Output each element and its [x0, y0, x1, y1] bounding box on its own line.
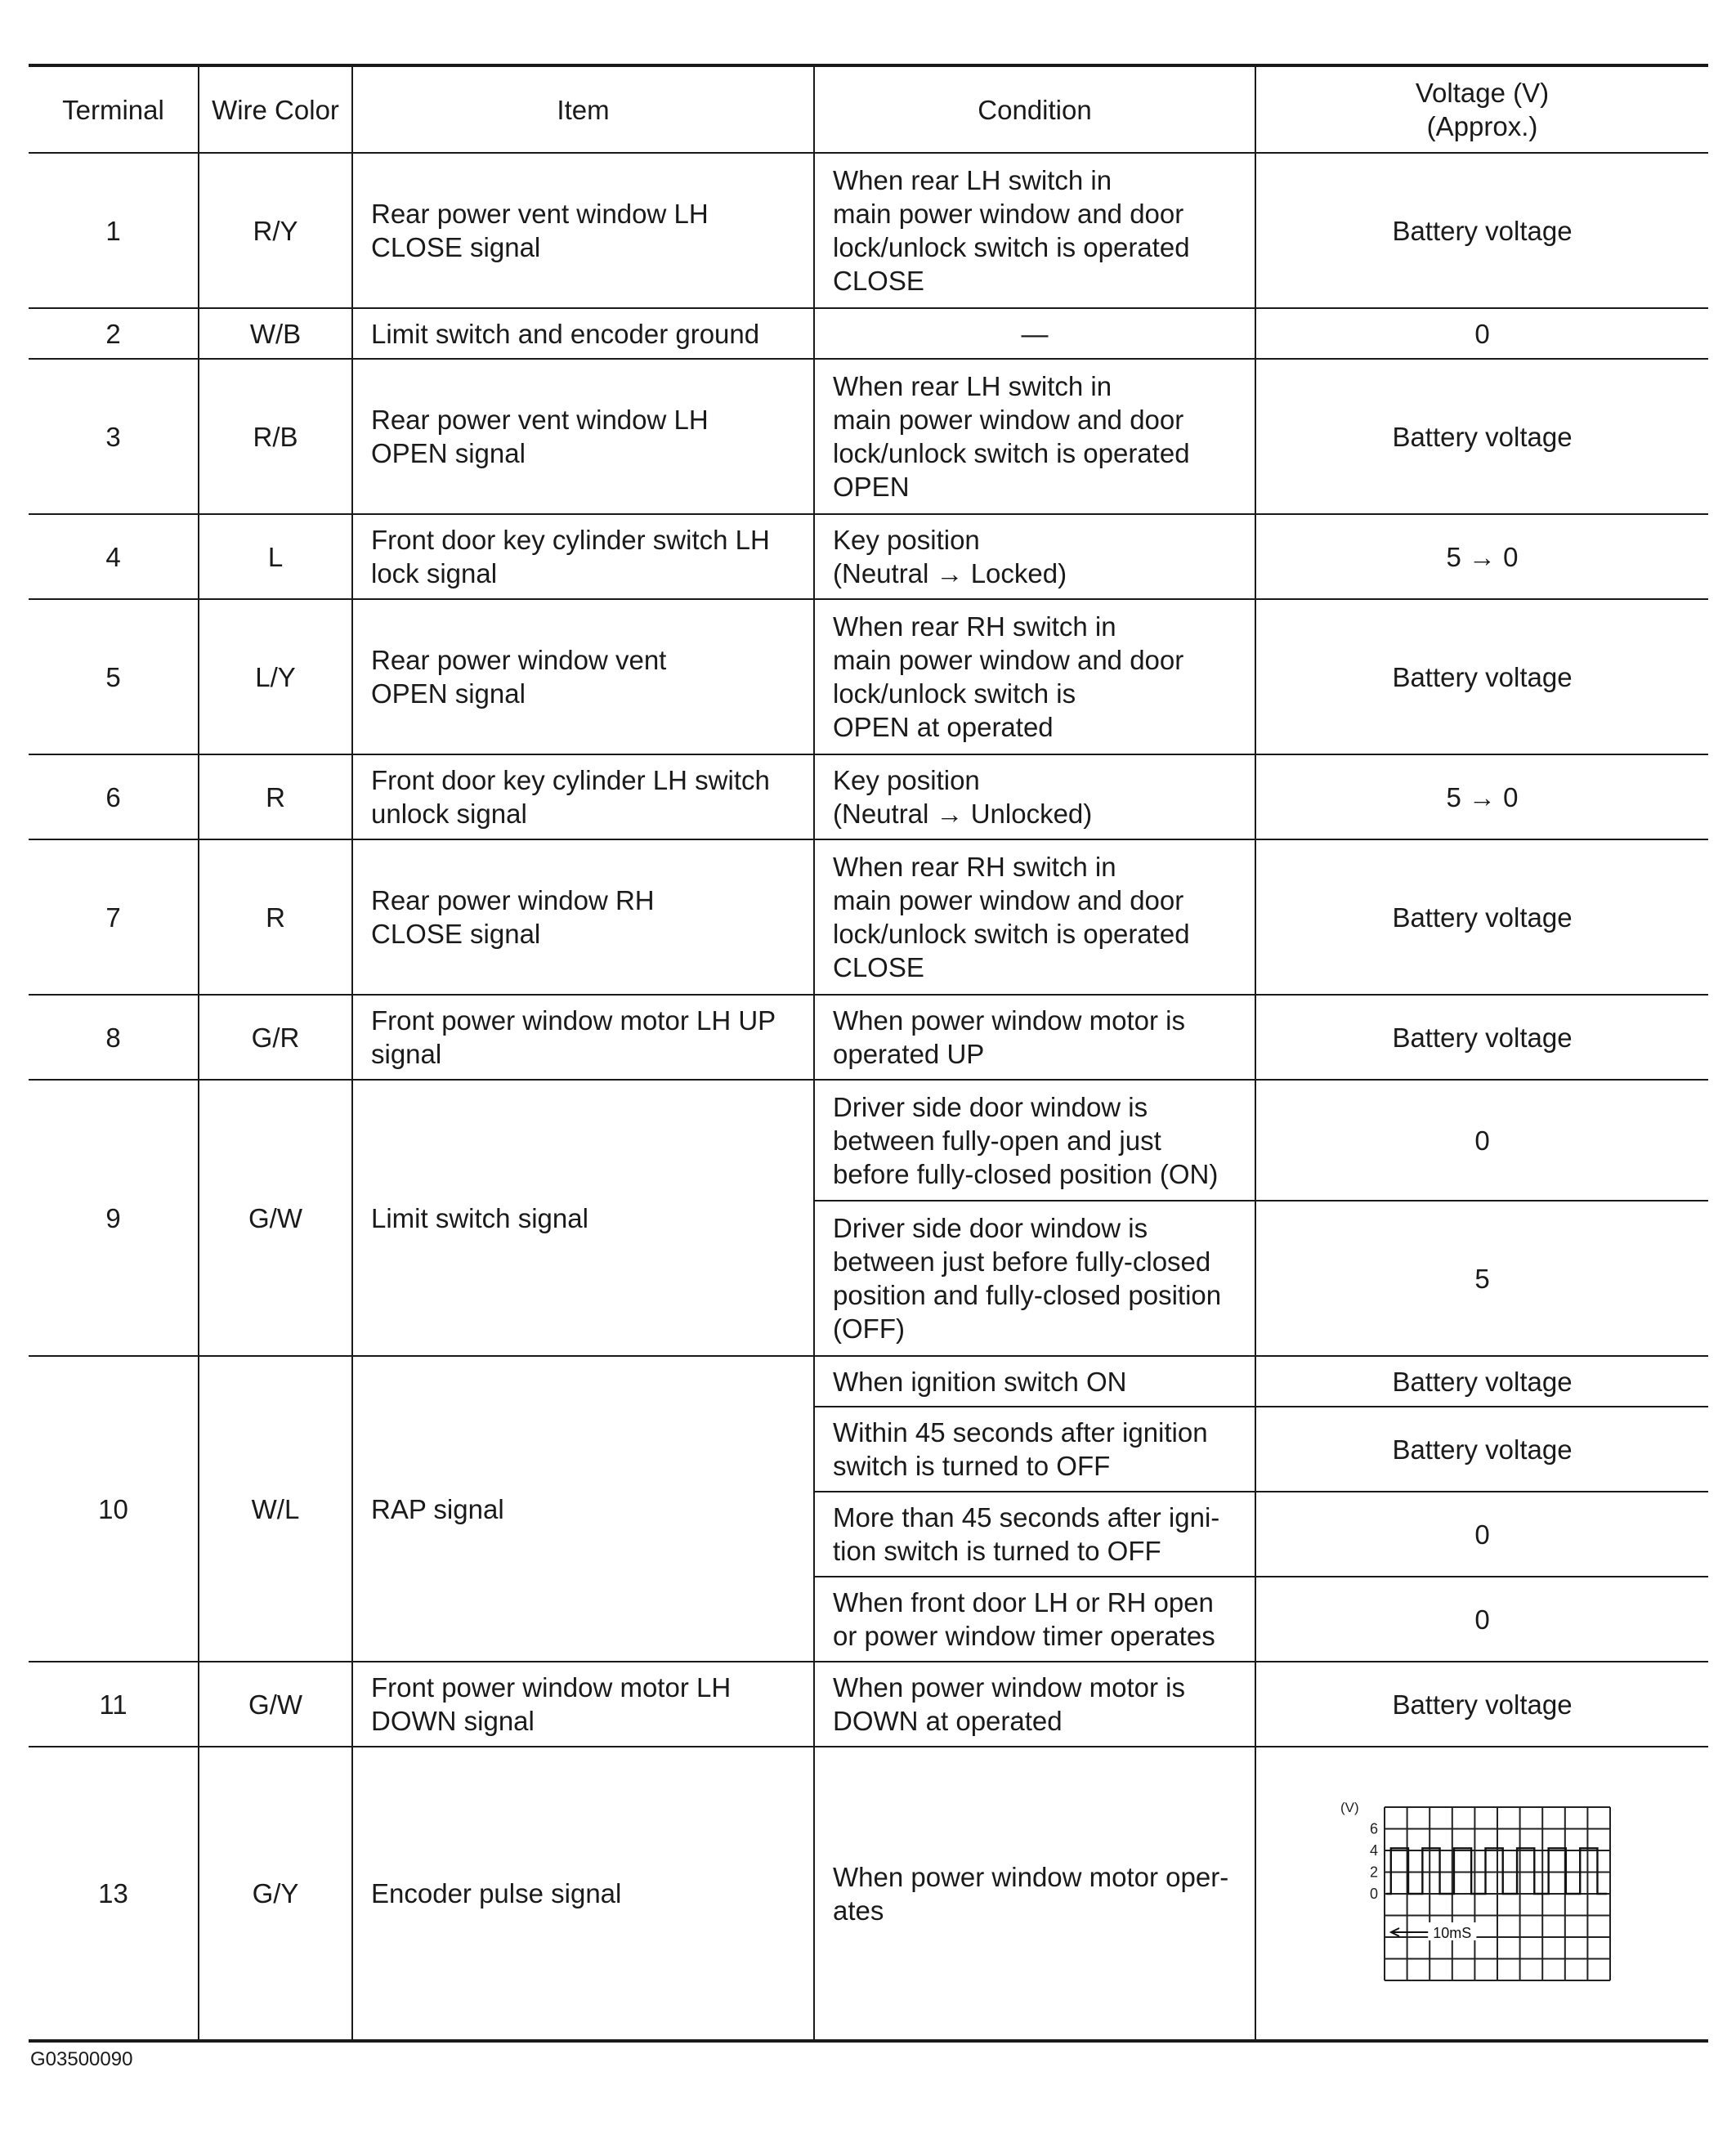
voltage-cell: Battery voltage: [1255, 995, 1708, 1080]
item-cell: [352, 514, 814, 599]
voltage-cell: 5: [1255, 1201, 1708, 1356]
condition-text-line: lock/unlock switch is operated: [833, 438, 1190, 468]
condition-text-line: before fully-closed position (ON): [833, 1158, 1219, 1189]
voltage-cell: Battery voltage: [1255, 359, 1708, 514]
wire-color-cell: W/L: [199, 1356, 352, 1662]
item-text-line: OPEN signal: [371, 678, 526, 709]
item-cell: [352, 153, 814, 308]
item-text-line: lock signal: [371, 558, 498, 588]
condition-text-line: When rear RH switch in: [833, 611, 1116, 642]
condition-cell: [814, 153, 1255, 308]
condition-text-line: lock/unlock switch is operated: [833, 919, 1190, 949]
voltage-cell: Battery voltage: [1255, 1662, 1708, 1747]
wire-color-cell: G/W: [199, 1080, 352, 1356]
wire-color-cell: G/R: [199, 995, 352, 1080]
terminal-cell: 9: [29, 1080, 199, 1356]
condition-cell: [814, 754, 1255, 839]
voltage-cell: 0: [1255, 1577, 1708, 1662]
item-cell: [352, 359, 814, 514]
condition-text-line: (Neutral → Unlocked): [833, 799, 1093, 829]
table-row: [29, 995, 1708, 1080]
terminal-cell: 2: [29, 308, 199, 359]
condition-text-line: main power window and door: [833, 199, 1184, 229]
item-text-line: Encoder pulse signal: [371, 1878, 622, 1908]
table-row: [29, 308, 1708, 359]
terminal-cell: 6: [29, 754, 199, 839]
terminal-cell: 5: [29, 599, 199, 754]
item-text-line: signal: [371, 1039, 442, 1069]
voltage-cell: 5 → 0: [1255, 754, 1708, 839]
voltage-cell: [1255, 1747, 1708, 2041]
waveform-y-tick-label: 0: [1369, 1885, 1378, 1902]
table-row: [29, 1356, 1708, 1407]
table-header: [29, 65, 1708, 153]
item-text-line: Front power window motor LH UP: [371, 1005, 776, 1036]
condition-cell: [814, 1492, 1255, 1577]
item-cell: [352, 308, 814, 359]
terminal-cell: 4: [29, 514, 199, 599]
voltage-cell: Battery voltage: [1255, 1356, 1708, 1407]
item-text-line: Front power window motor LH: [371, 1672, 732, 1703]
wire-color-cell: G/Y: [199, 1747, 352, 2041]
condition-text-line: between fully-open and just: [833, 1125, 1161, 1156]
time-scale-label: 10mS: [1432, 1924, 1471, 1941]
table-row: [29, 1662, 1708, 1747]
header-item: Item: [352, 65, 814, 153]
condition-cell: [814, 1747, 1255, 2041]
header-voltage-line1: Voltage (V): [1415, 78, 1550, 108]
table-row: [29, 839, 1708, 995]
item-text-line: CLOSE signal: [371, 919, 541, 949]
item-text-line: DOWN signal: [371, 1706, 535, 1736]
item-text-line: OPEN signal: [371, 438, 526, 468]
condition-text-line: position and fully-closed position: [833, 1280, 1222, 1310]
condition-text-line: lock/unlock switch is operated: [833, 232, 1190, 262]
header-voltage: [1255, 65, 1708, 153]
table-row: [29, 359, 1708, 514]
encoder-waveform-chart: [1336, 1788, 1630, 2000]
terminal-cell: 13: [29, 1747, 199, 2041]
table-row: [29, 754, 1708, 839]
condition-text-line: tion switch is turned to OFF: [833, 1536, 1161, 1566]
voltage-cell: 0: [1255, 1492, 1708, 1577]
item-text-line: unlock signal: [371, 799, 527, 829]
item-text-line: Limit switch signal: [371, 1202, 588, 1233]
condition-text-line: Key position: [833, 765, 980, 795]
condition-text-line: between just before fully-closed: [833, 1246, 1211, 1277]
item-text-line: Rear power vent window LH: [371, 199, 709, 229]
wire-color-cell: W/B: [199, 308, 352, 359]
condition-text-line: When power window motor is: [833, 1005, 1185, 1036]
item-text-line: Rear power vent window LH: [371, 405, 709, 435]
table-row: [29, 1747, 1708, 2041]
condition-text-line: lock/unlock switch is: [833, 678, 1076, 709]
voltage-cell: 5 → 0: [1255, 514, 1708, 599]
condition-cell: [814, 1577, 1255, 1662]
table-row: [29, 153, 1708, 308]
voltage-cell: 0: [1255, 308, 1708, 359]
header-condition: Condition: [814, 65, 1255, 153]
condition-text-line: When rear LH switch in: [833, 165, 1112, 195]
condition-text-line: When rear LH switch in: [833, 371, 1112, 401]
condition-cell: [814, 1080, 1255, 1201]
condition-cell: [814, 839, 1255, 995]
wire-color-cell: R: [199, 754, 352, 839]
header-wire-color: Wire Color: [199, 65, 352, 153]
terminal-cell: 8: [29, 995, 199, 1080]
condition-text-line: Driver side door window is: [833, 1213, 1148, 1243]
item-cell: [352, 1356, 814, 1662]
wire-color-cell: R: [199, 839, 352, 995]
item-cell: [352, 995, 814, 1080]
waveform-y-tick-label: 6: [1369, 1820, 1378, 1837]
item-text-line: Rear power window RH: [371, 885, 655, 915]
item-text-line: Front door key cylinder switch LH: [371, 525, 770, 555]
waveform-unit-label: (V): [1340, 1799, 1359, 1815]
condition-text-line: switch is turned to OFF: [833, 1451, 1111, 1481]
condition-text-line: main power window and door: [833, 645, 1184, 675]
condition-cell: [814, 1356, 1255, 1407]
item-cell: [352, 754, 814, 839]
condition-text-line: —: [1021, 318, 1049, 349]
terminal-cell: 3: [29, 359, 199, 514]
condition-cell: [814, 308, 1255, 359]
voltage-cell: Battery voltage: [1255, 599, 1708, 754]
condition-text-line: Driver side door window is: [833, 1091, 1148, 1122]
wire-color-cell: L/Y: [199, 599, 352, 754]
figure-code: G03500090: [30, 2048, 133, 2070]
wire-color-cell: R/B: [199, 359, 352, 514]
condition-cell: [814, 995, 1255, 1080]
waveform-y-tick-label: 4: [1369, 1841, 1378, 1859]
terminal-cell: 11: [29, 1662, 199, 1747]
condition-text-line: main power window and door: [833, 885, 1184, 915]
item-text-line: Front door key cylinder LH switch: [371, 765, 770, 795]
item-cell: [352, 1662, 814, 1747]
item-cell: [352, 1747, 814, 2041]
condition-text-line: DOWN at operated: [833, 1706, 1063, 1736]
condition-text-line: When power window motor oper-: [833, 1861, 1229, 1892]
item-text-line: RAP signal: [371, 1493, 504, 1524]
condition-text-line: Within 45 seconds after ignition: [833, 1417, 1208, 1448]
condition-cell: [814, 1407, 1255, 1492]
header-terminal: Terminal: [29, 65, 199, 153]
condition-text-line: main power window and door: [833, 405, 1184, 435]
condition-text-line: OPEN: [833, 472, 910, 502]
condition-cell: [814, 514, 1255, 599]
condition-text-line: OPEN at operated: [833, 712, 1054, 742]
condition-text-line: or power window timer operates: [833, 1621, 1215, 1651]
condition-text-line: CLOSE: [833, 952, 924, 982]
item-cell: [352, 1080, 814, 1356]
condition-text-line: When front door LH or RH open: [833, 1587, 1214, 1618]
terminal-cell: 7: [29, 839, 199, 995]
condition-text-line: More than 45 seconds after igni-: [833, 1502, 1220, 1533]
wire-color-cell: G/W: [199, 1662, 352, 1747]
header-voltage-line2: (Approx.): [1426, 111, 1538, 141]
item-cell: [352, 599, 814, 754]
condition-cell: [814, 599, 1255, 754]
voltage-cell: 0: [1255, 1080, 1708, 1201]
item-text-line: CLOSE signal: [371, 232, 541, 262]
condition-text-line: Key position: [833, 525, 980, 555]
condition-cell: [814, 359, 1255, 514]
voltage-cell: Battery voltage: [1255, 839, 1708, 995]
table-row: [29, 599, 1708, 754]
condition-text-line: CLOSE: [833, 266, 924, 296]
voltage-cell: Battery voltage: [1255, 1407, 1708, 1492]
voltage-cell: Battery voltage: [1255, 153, 1708, 308]
condition-text-line: (Neutral → Locked): [833, 558, 1067, 588]
condition-cell: [814, 1662, 1255, 1747]
item-cell: [352, 839, 814, 995]
condition-text-line: When ignition switch ON: [833, 1366, 1127, 1397]
terminal-cell: 1: [29, 153, 199, 308]
condition-cell: [814, 1201, 1255, 1356]
terminal-spec-table: [29, 64, 1708, 2043]
table-row: [29, 1080, 1708, 1201]
terminal-spec-table-wrapper: [29, 64, 1708, 2043]
table-row: [29, 514, 1708, 599]
condition-text-line: (OFF): [833, 1313, 905, 1344]
item-text-line: Rear power window vent: [371, 645, 667, 675]
waveform-y-tick-label: 2: [1369, 1864, 1378, 1880]
condition-text-line: When power window motor is: [833, 1672, 1185, 1703]
wire-color-cell: R/Y: [199, 153, 352, 308]
terminal-cell: 10: [29, 1356, 199, 1662]
condition-text-line: operated UP: [833, 1039, 985, 1069]
wire-color-cell: L: [199, 514, 352, 599]
condition-text-line: ates: [833, 1895, 884, 1926]
condition-text-line: When rear RH switch in: [833, 852, 1116, 882]
item-text-line: Limit switch and encoder ground: [371, 318, 760, 349]
table-body: [29, 153, 1708, 2041]
